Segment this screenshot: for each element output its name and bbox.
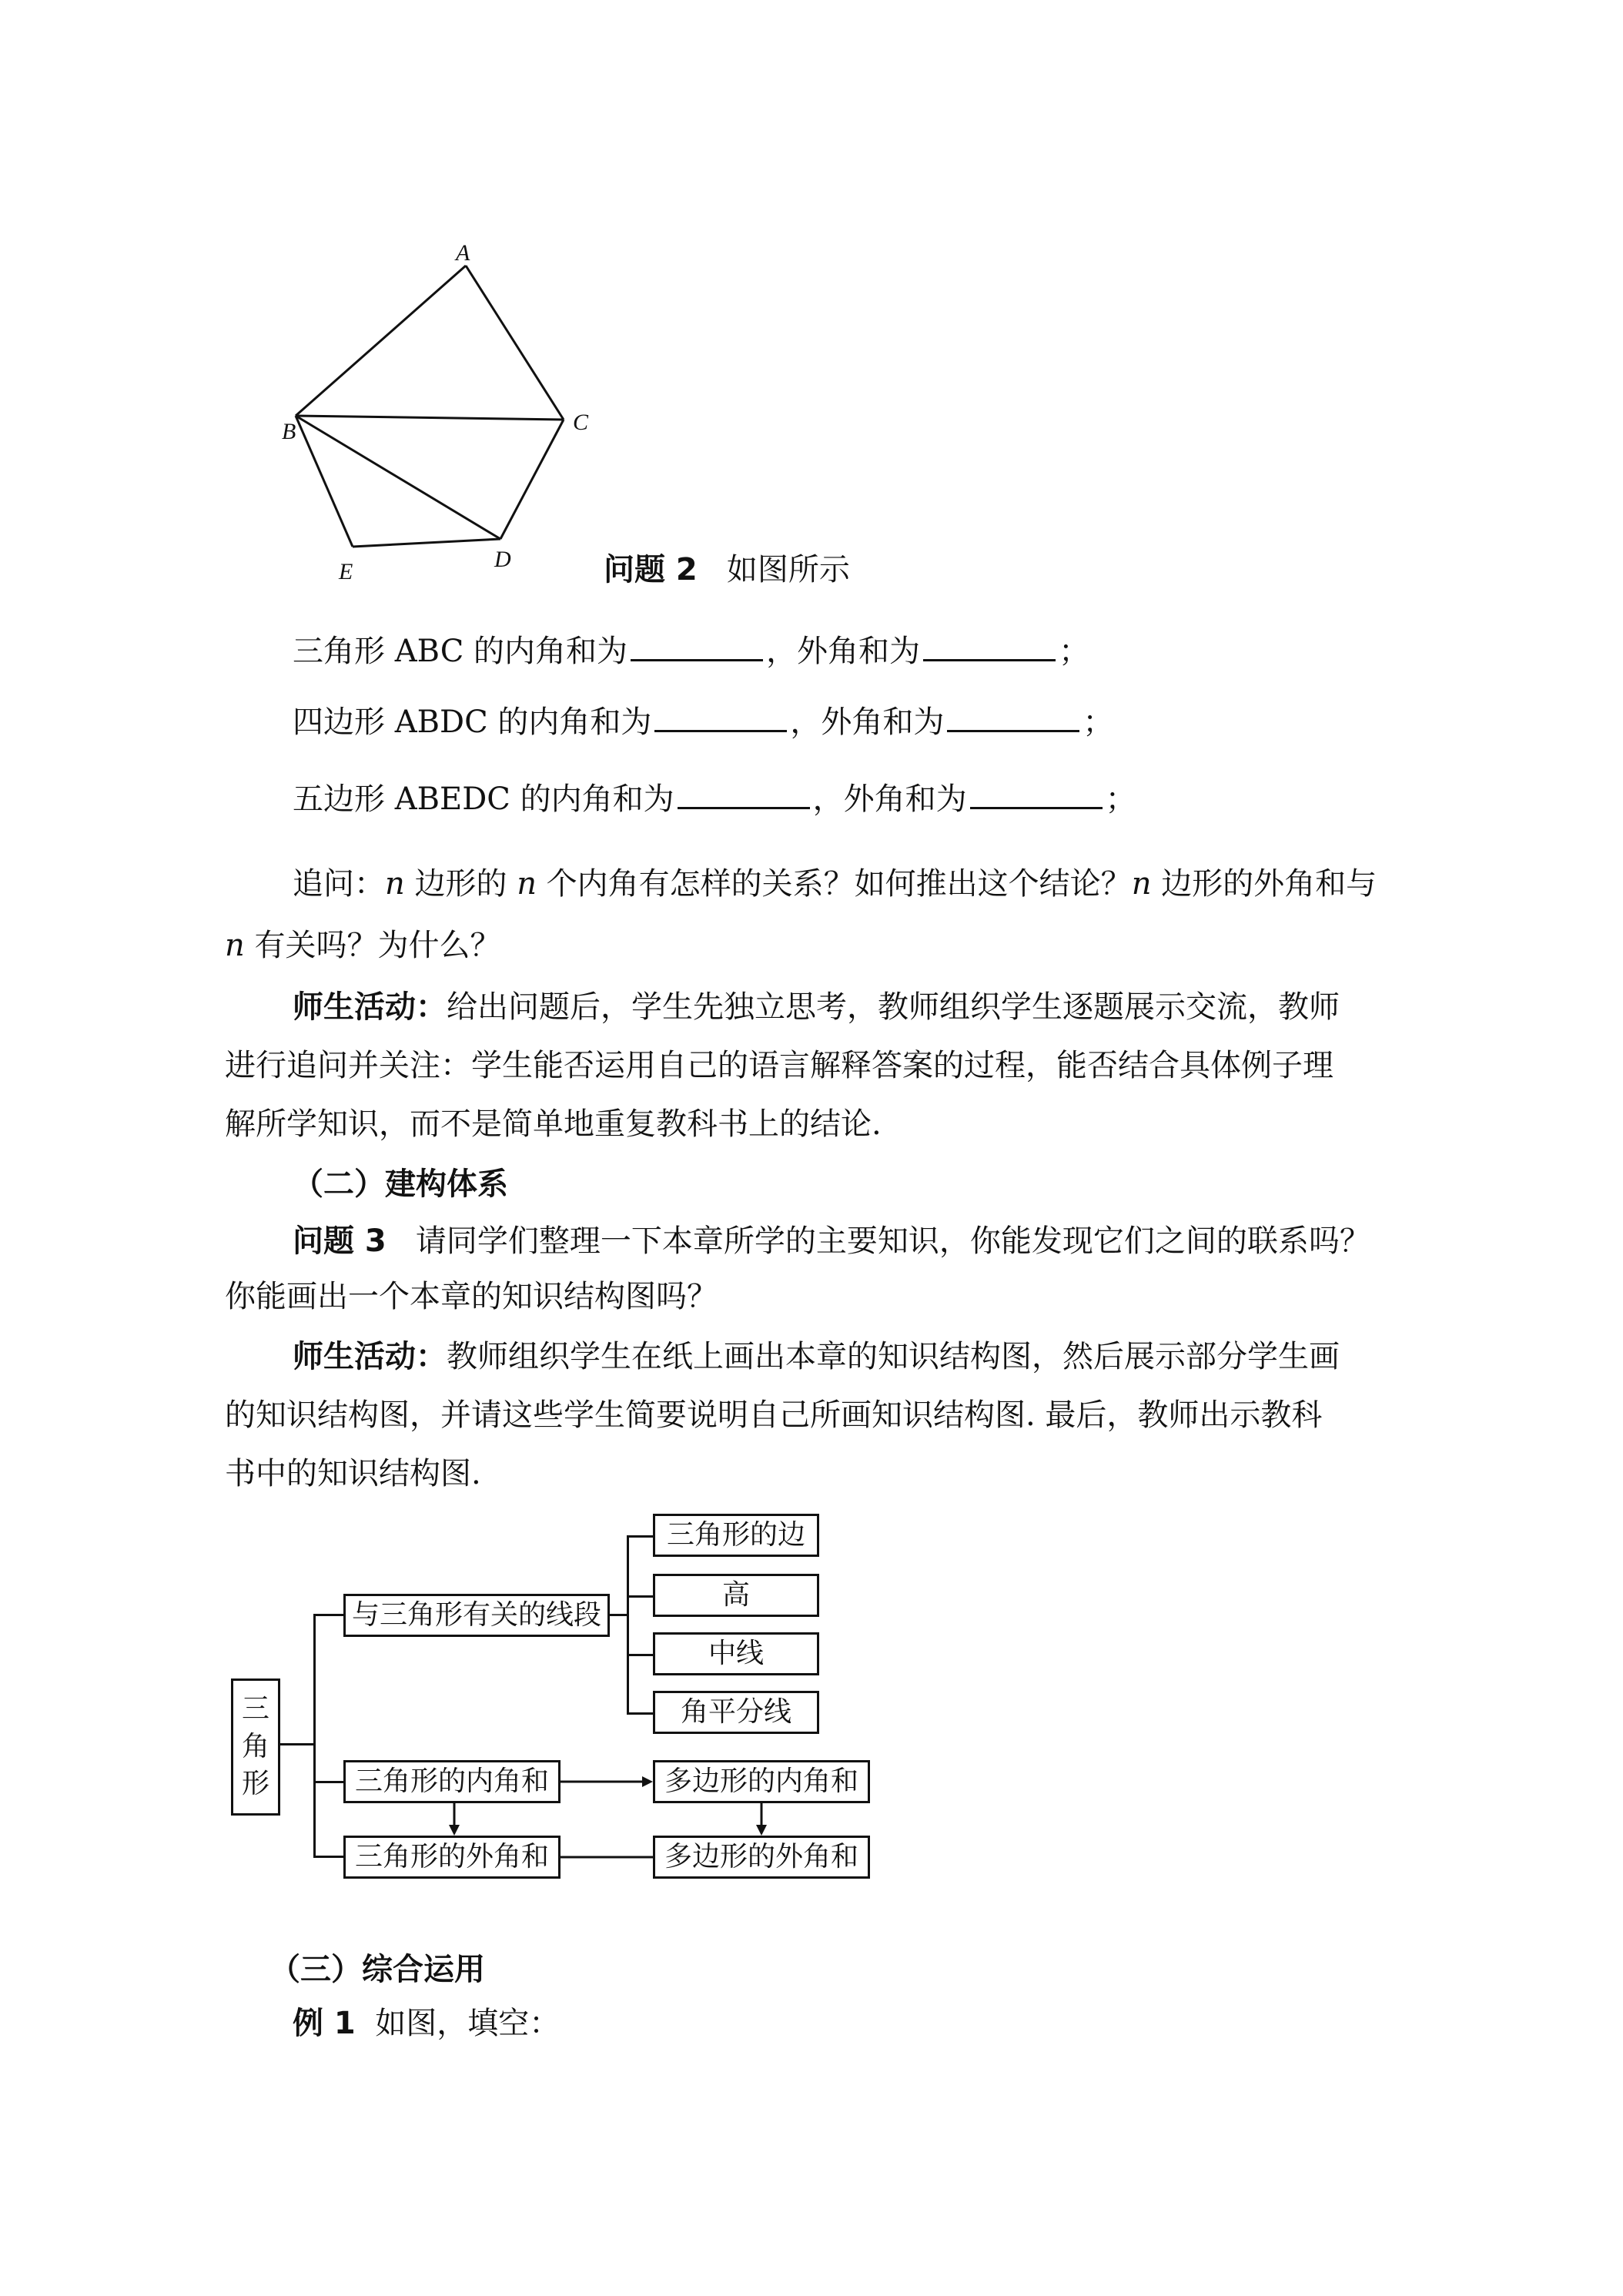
activity2-line-2: 的知识结构图，并请这些学生简要说明自己所画知识结构图. 最后，教师出示教科: [225, 1397, 1323, 1433]
activity-label: 师生活动：: [293, 989, 447, 1025]
question-end: ；: [1105, 782, 1136, 817]
vertex-label-a: A: [456, 240, 470, 266]
poly-interior-box: 多边形的内角和: [653, 1760, 870, 1803]
problem3-line-2: 你能画出一个本章的知识结构图吗？: [225, 1279, 718, 1314]
question-text: ，外角和为: [766, 634, 921, 669]
problem2-caption: 如图所示: [726, 552, 850, 587]
followup-text: 有关吗？为什么？: [244, 928, 501, 963]
section2-heading: （二）建构体系: [293, 1166, 508, 1202]
median-box: 中线: [653, 1632, 819, 1675]
question-text: 五边形 ABEDC 的内角和为: [293, 782, 674, 817]
root-char: 角: [241, 1730, 269, 1762]
variable-n: n: [225, 928, 245, 963]
question-text: 四边形 ABDC 的内角和为: [293, 705, 652, 740]
bisector-box: 角平分线: [653, 1691, 819, 1734]
variable-n: n: [385, 866, 405, 902]
variable-n: n: [517, 866, 537, 902]
section3-heading: （三）综合运用: [269, 1952, 485, 1987]
activity-text: 教师组织学生在纸上画出本章的知识结构图，然后展示部分学生画: [447, 1339, 1340, 1374]
followup-text: 边形的: [404, 866, 517, 902]
height-box: 高: [653, 1574, 819, 1617]
followup-text: 追问：: [293, 866, 385, 902]
problem2-title: 问题 2: [604, 552, 698, 587]
vertex-label-c: C: [573, 410, 589, 435]
vertex-label-d: D: [494, 547, 511, 572]
segments-box: 与三角形有关的线段: [343, 1594, 610, 1637]
followup-text: 个内角有怎样的关系？如何推出这个结论？: [536, 866, 1132, 902]
activity1-line-3: 解所学知识，而不是简单地重复教科书上的结论.: [225, 1106, 882, 1142]
question-end: ；: [1083, 705, 1114, 740]
interior-angle-box: 三角形的内角和: [343, 1760, 561, 1803]
root-char: 形: [241, 1768, 269, 1800]
question-end: ；: [1059, 634, 1090, 669]
sides-box: 三角形的边: [653, 1514, 819, 1557]
poly-exterior-box: 多边形的外角和: [653, 1836, 870, 1879]
question-text: ，外角和为: [812, 782, 967, 817]
question-text: ，外角和为: [790, 705, 945, 740]
question-text: 三角形 ABC 的内角和为: [293, 634, 628, 669]
example1-title: 例 1: [293, 2006, 356, 2041]
activity-text: 给出问题后，学生先独立思考，教师组织学生逐题展示交流，教师: [447, 989, 1340, 1025]
root-char: 三: [241, 1693, 269, 1725]
example1-line: [293, 2002, 560, 2045]
vertex-label-e: E: [339, 559, 353, 584]
followup-text: 边形的外角和与: [1151, 866, 1377, 902]
example1-text: 如图，填空：: [375, 2006, 561, 2041]
variable-n: n: [1131, 866, 1152, 902]
exterior-angle-box: 三角形的外角和: [343, 1836, 561, 1879]
vertex-label-b: B: [282, 419, 296, 444]
activity-label: 师生活动：: [293, 1339, 447, 1374]
activity1-line-2: 进行追问并关注：学生能否运用自己的语言解释答案的过程，能否结合具体例子理: [225, 1048, 1334, 1083]
problem3-title: 问题 3: [293, 1223, 387, 1259]
problem3-text: 请同学们整理一下本章所学的主要知识，你能发现它们之间的联系吗？: [415, 1223, 1370, 1259]
activity2-line-3: 书中的知识结构图.: [225, 1456, 481, 1491]
